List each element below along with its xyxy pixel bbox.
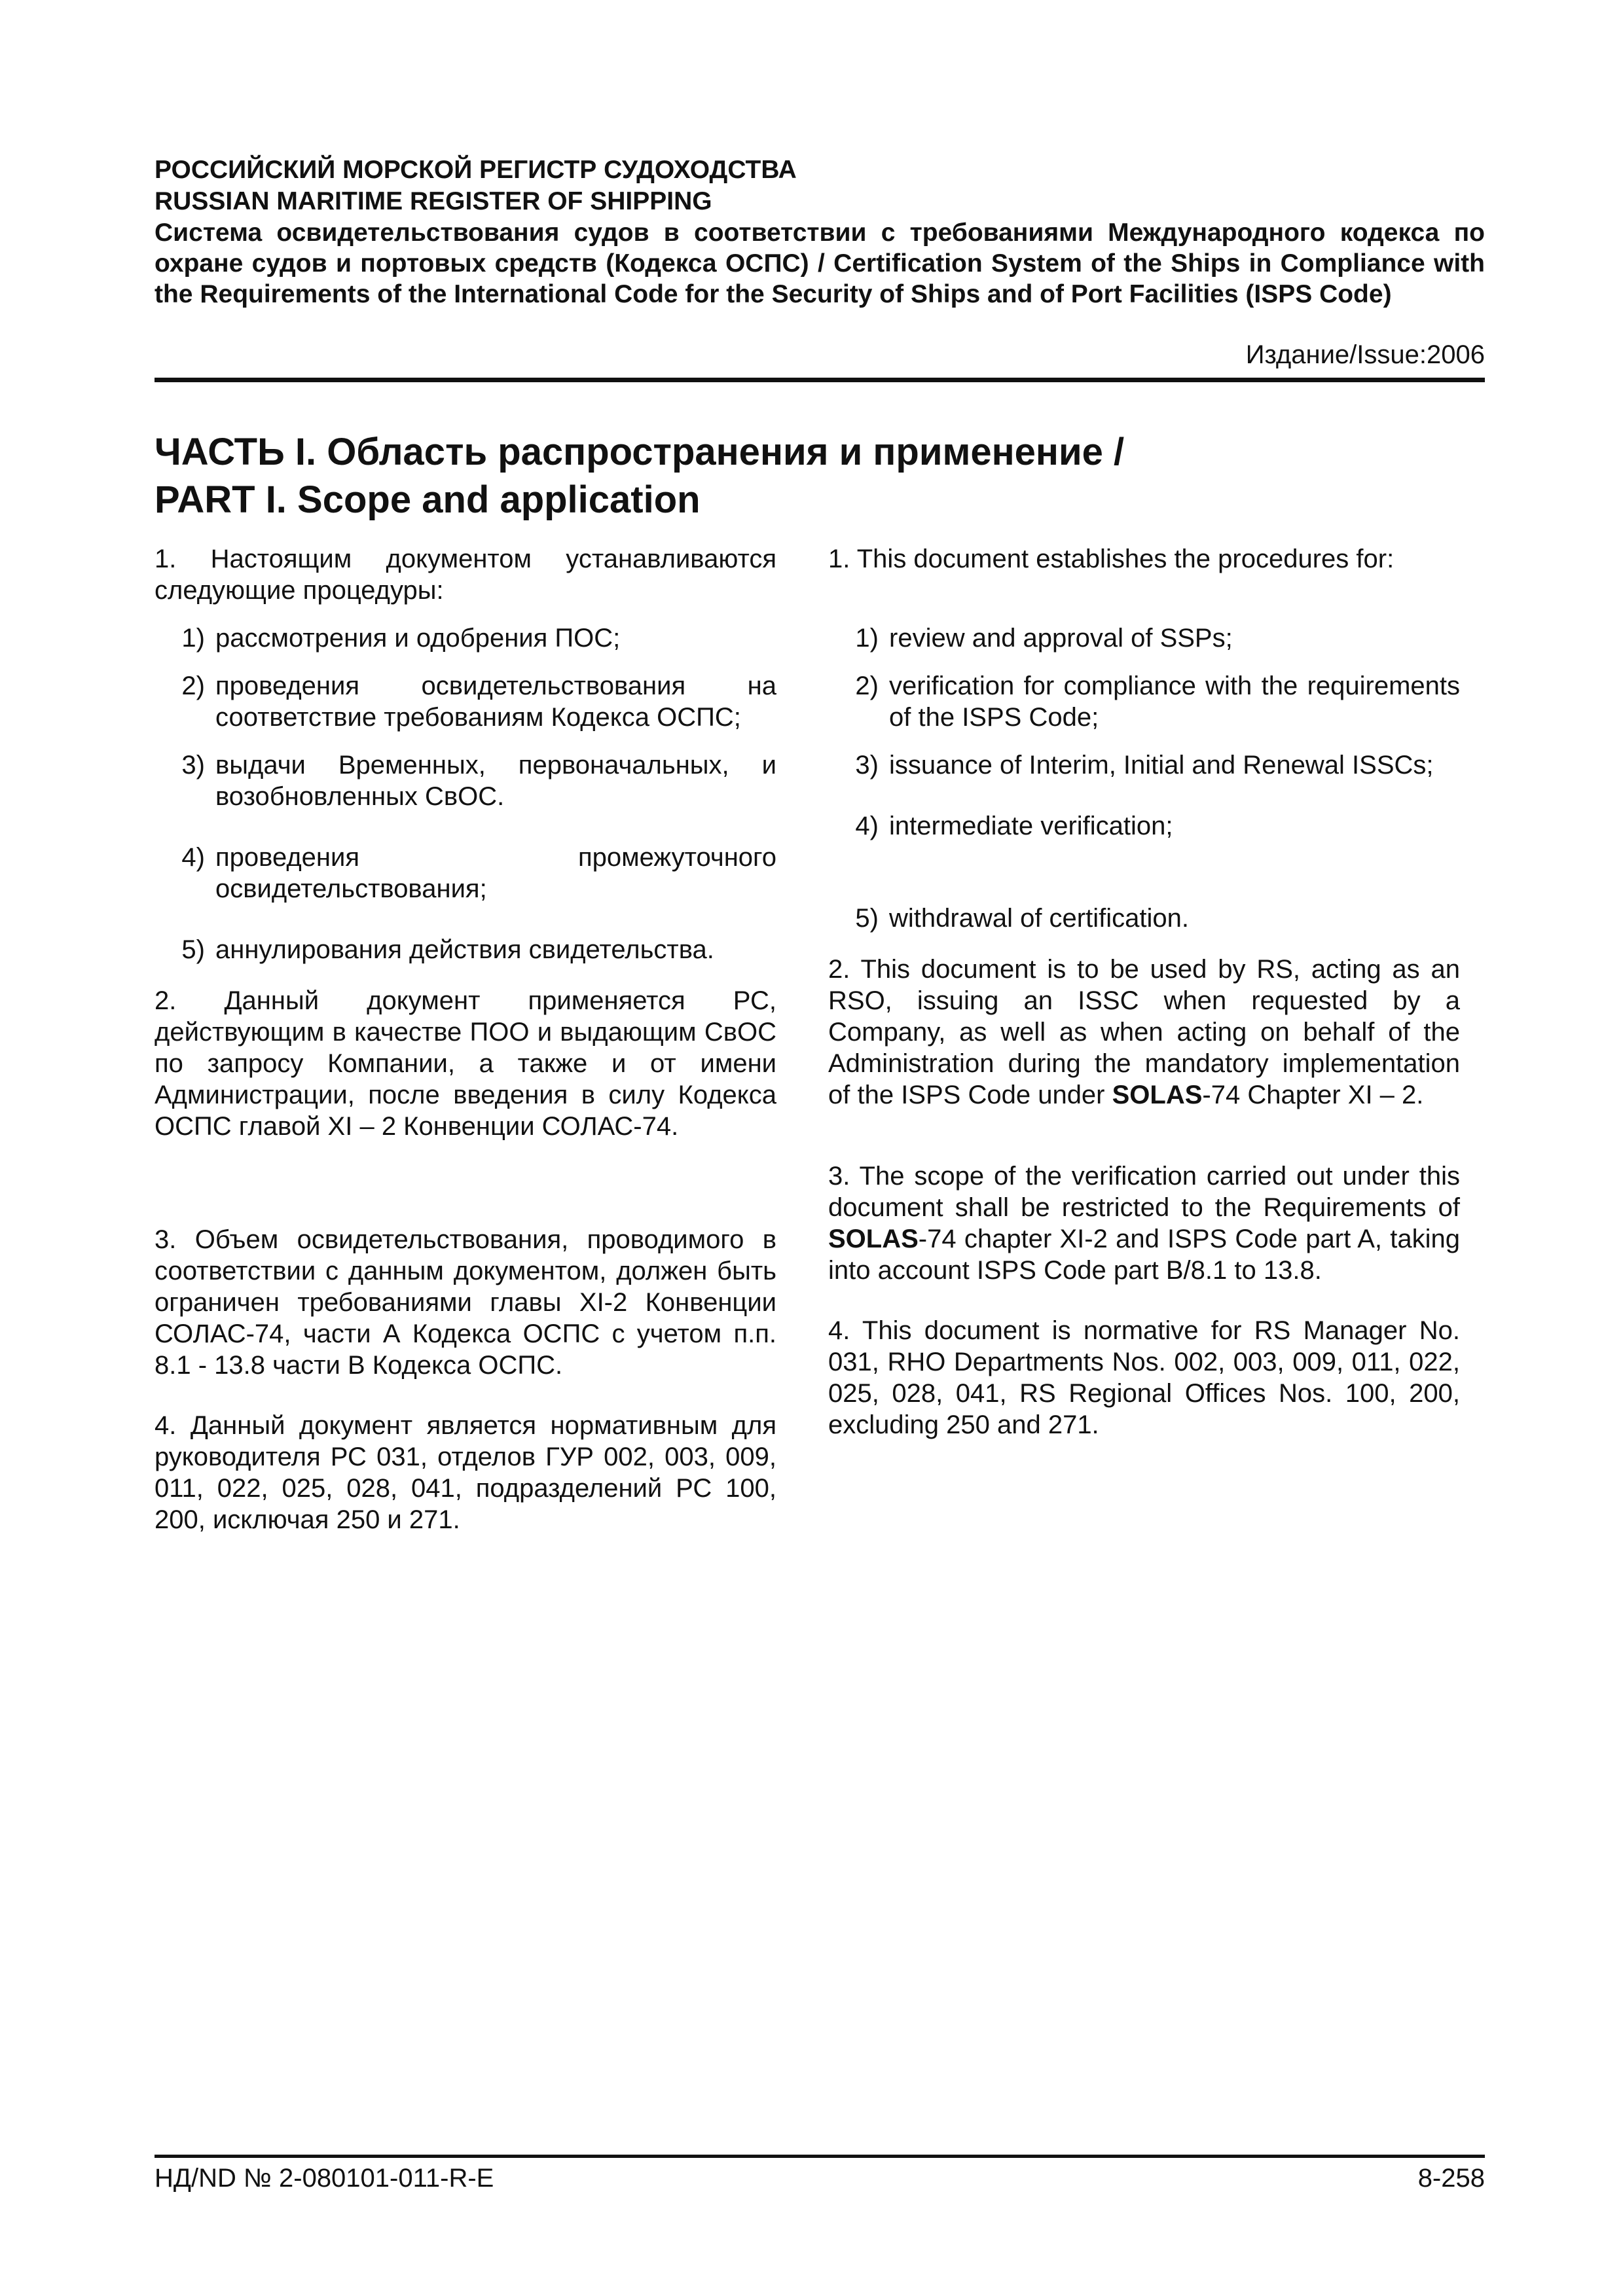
english-column [828,543,1460,1441]
list-number: 3) [855,751,879,780]
org-name-en: RUSSIAN MARITIME REGISTER OF SHIPPING [155,187,712,215]
list-text: intermediate verification; [889,812,1173,840]
en-paragraph-2 [828,954,1460,1111]
list-number: 1) [855,624,879,653]
issue-label: Издание/Issue:2006 [1245,340,1485,369]
ru-list-item [155,670,776,733]
en-list-item [828,670,1460,733]
en-paragraph-2-text-a: 2. This document is to be used by RS, acting as an RSO, issuing an ISSC when requested by a Company, as well as when acting on behalf of the Administration during the mandatory implementation of the ISPS Code under [828,955,1460,1109]
list-text: verification for compliance with the requirements of the ISPS Code; [889,672,1460,732]
en-list-item [828,810,1460,842]
footer-rule [155,2155,1485,2158]
ru-paragraph-3: 3. Объем освидетельствования, проводимого в соответствии с данным документом, должен быть ограничен требованиями главы XI-2 Конвенции СОЛАС-74, части А Кодекса ОСПС с учетом п.п. 8.1 - 13.8 части В Кодекса ОСПС. [155,1225,776,1380]
list-number: 1) [181,624,205,653]
list-number: 2) [181,672,205,700]
ru-paragraph-4: 4. Данный документ является нормативным для руководителя РС 031, отделов ГУР 002, 003, 009, 011, 022, 025, 028, 041, подразделений РС 100, 200, исключая 250 и 271. [155,1411,776,1534]
list-number: 4) [855,812,879,840]
en-paragraph-3 [828,1160,1460,1286]
list-text: review and approval of SSPs; [889,624,1233,653]
list-number: 5) [181,935,205,964]
header-rule [155,378,1485,382]
document-header [155,154,1485,310]
part-title-en: PART I. Scope and application [155,478,701,521]
solas-term: SOLAS [1112,1081,1203,1109]
ru-paragraph-2: 2. Данный документ применяется РС, действующим в качестве ПОО и выдающим СвОС по запросу Компании, а также и от имени Администрации, после введения в силу Кодекса ОСПС главой XI – 2 Конвенции СОЛАС-74. [155,986,776,1141]
list-text: проведения освидетельствования на соответствие требованиям Кодекса ОСПС; [215,672,776,732]
en-list-item [828,622,1460,654]
en-list-item [828,749,1460,781]
en-paragraph-1: 1. This document establishes the procedures for: [828,545,1395,573]
part-title [155,428,1464,524]
solas-term: SOLAS [828,1225,919,1253]
ru-paragraph-1: 1. Настоящим документом устанавливаются следующие процедуры: [155,545,776,605]
en-list-item [828,903,1460,934]
page-number: 8-258 [1417,2164,1485,2193]
part-title-ru: ЧАСТЬ I. Область распространения и применение / [155,431,1125,473]
list-text: аннулирования действия свидетельства. [215,935,714,964]
list-number: 3) [181,751,205,780]
ru-list-item [155,842,776,905]
list-text: рассмотрения и одобрения ПОС; [215,624,621,653]
ru-list-item [155,622,776,654]
ru-list-item [155,934,776,965]
document-subtitle: Система освидетельствования судов в соответствии с требованиями Международного кодекса по охране судов и портовых средств (Кодекса ОСПС) / Certification System of the Ships in Compliance with the Requirements of the International Code for the Security of Ships and of Port Facilities (ISPS Code) [155,219,1485,308]
list-number: 2) [855,672,879,700]
list-text: withdrawal of certification. [889,904,1189,933]
en-paragraph-3-text-a: 3. The scope of the verification carried out under this document shall be restricted to the Requirements of [828,1162,1460,1222]
en-paragraph-4: 4. This document is normative for RS Manager No. 031, RHO Departments Nos. 002, 003, 009, 011, 022, 025, 028, 041, RS Regional Offices Nos. 100, 200, excluding 250 and 271. [828,1316,1460,1439]
list-text: issuance of Interim, Initial and Renewal ISSCs; [889,751,1434,780]
org-name-ru: РОССИЙСКИЙ МОРСКОЙ РЕГИСТР СУДОХОДСТВА [155,156,797,184]
list-text: проведения промежуточного освидетельствования; [215,843,776,903]
list-number: 4) [181,843,205,872]
list-text: выдачи Временных, первоначальных, и возобновленных СвОС. [215,751,776,811]
russian-column [155,543,776,1535]
list-number: 5) [855,904,879,933]
en-paragraph-2-text-b: -74 Chapter XI – 2. [1202,1081,1424,1109]
ru-list-item [155,749,776,812]
en-paragraph-3-text-b: -74 chapter XI-2 and ISPS Code part A, taking into account ISPS Code part B/8.1 to 13.8. [828,1225,1460,1285]
document-number: НД/ND № 2-080101-011-R-E [155,2164,494,2193]
